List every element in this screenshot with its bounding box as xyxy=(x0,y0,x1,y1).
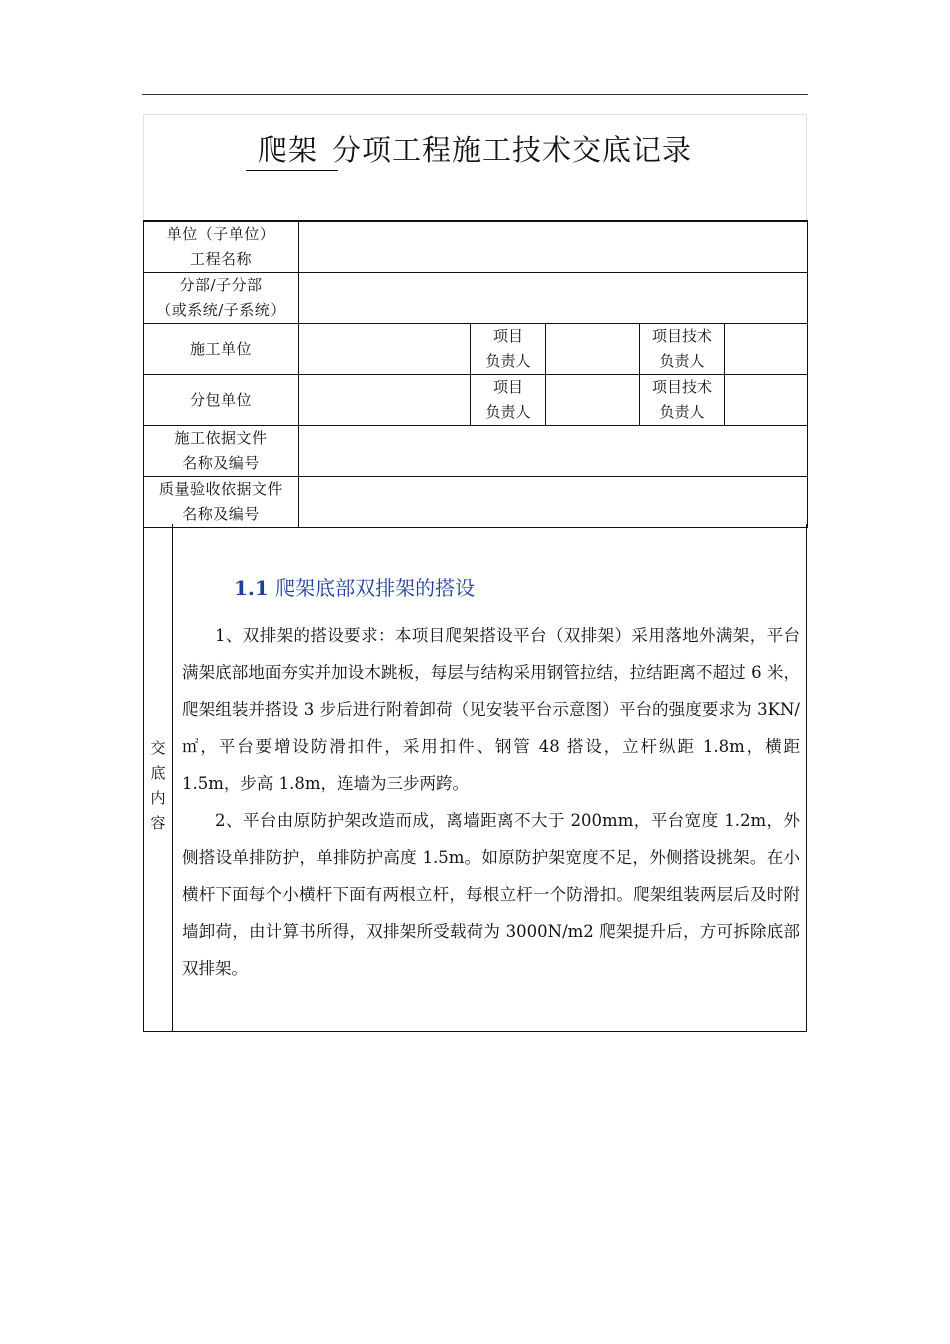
table-row xyxy=(144,477,808,528)
value-technical-manager[interactable] xyxy=(725,324,808,375)
info-table xyxy=(143,220,808,528)
label-sub-technical-manager: 项目技术 负责人 xyxy=(640,375,725,426)
side-column xyxy=(144,524,173,1031)
section-number: 1.1 xyxy=(234,576,269,600)
label-division: 分部/子分部 （或系统/子系统） xyxy=(144,273,299,324)
table-row xyxy=(144,221,808,273)
value-subcontract-unit[interactable] xyxy=(299,375,471,426)
title-underline xyxy=(246,170,338,171)
label-sub-project-manager: 项目 负责人 xyxy=(471,375,546,426)
table-row xyxy=(144,324,808,375)
paragraph: 2、平台由原防护架改造而成，离墙距离不大于 200mm，平台宽度 1.2m，外侧搭设单排防护，单排防护高度 1.5m。如原防护架宽度不足，外侧搭设挑架。在小横杆下面每个小横杆下面有两根立杆，每根立杆一个防滑扣。爬架组装两层后及时附墙卸荷，由计算书所得，双排架所受载荷为 3000N/m2 爬架提升后，方可拆除底部双排架。 xyxy=(182,811,800,978)
table-row xyxy=(144,375,808,426)
section-heading xyxy=(234,572,475,601)
table-row xyxy=(144,426,808,477)
value-sub-project-manager[interactable] xyxy=(546,375,640,426)
label-unit-project-name: 单位（子单位） 工程名称 xyxy=(144,221,299,273)
value-sub-technical-manager[interactable] xyxy=(725,375,808,426)
table-row xyxy=(144,273,808,324)
title-main: 分项工程施工技术交底记录 xyxy=(332,133,693,167)
page-title xyxy=(0,128,950,169)
value-unit-project-name[interactable] xyxy=(299,221,808,273)
section-title: 爬架底部双排架的搭设 xyxy=(275,576,476,600)
value-division[interactable] xyxy=(299,273,808,324)
label-quality-basis: 质量验收依据文件 名称及编号 xyxy=(144,477,299,528)
value-quality-basis[interactable] xyxy=(299,477,808,528)
label-construction-basis: 施工依据文件 名称及编号 xyxy=(144,426,299,477)
value-construction-unit[interactable] xyxy=(299,324,471,375)
value-construction-basis[interactable] xyxy=(299,426,808,477)
label-project-manager: 项目 负责人 xyxy=(471,324,546,375)
label-subcontract-unit: 分包单位 xyxy=(144,375,299,426)
paragraph: 1、双排架的搭设要求：本项目爬架搭设平台（双排架）采用落地外满架，平台满架底部地面夯实并加设木跳板，每层与结构采用钢管拉结，拉结距离不超过 6 米，爬架组装并搭设 3 步后进行附着卸荷（见安装平台示意图）平台的强度要求为 3KN/㎡，平台要增设防滑扣件，采用扣件、钢管 48 搭设，立杆纵距 1.8m，横距 1.5m，步高 1.8m，连墙为三步两跨。 xyxy=(182,626,800,793)
title-subject: 爬架 xyxy=(257,133,318,167)
side-label: 交 底 内 容 xyxy=(150,739,166,832)
value-project-manager[interactable] xyxy=(546,324,640,375)
body-text xyxy=(182,617,800,987)
briefing-content-box xyxy=(143,524,807,1032)
label-construction-unit: 施工单位 xyxy=(144,324,299,375)
label-technical-manager: 项目技术 负责人 xyxy=(640,324,725,375)
top-rule xyxy=(142,94,808,95)
